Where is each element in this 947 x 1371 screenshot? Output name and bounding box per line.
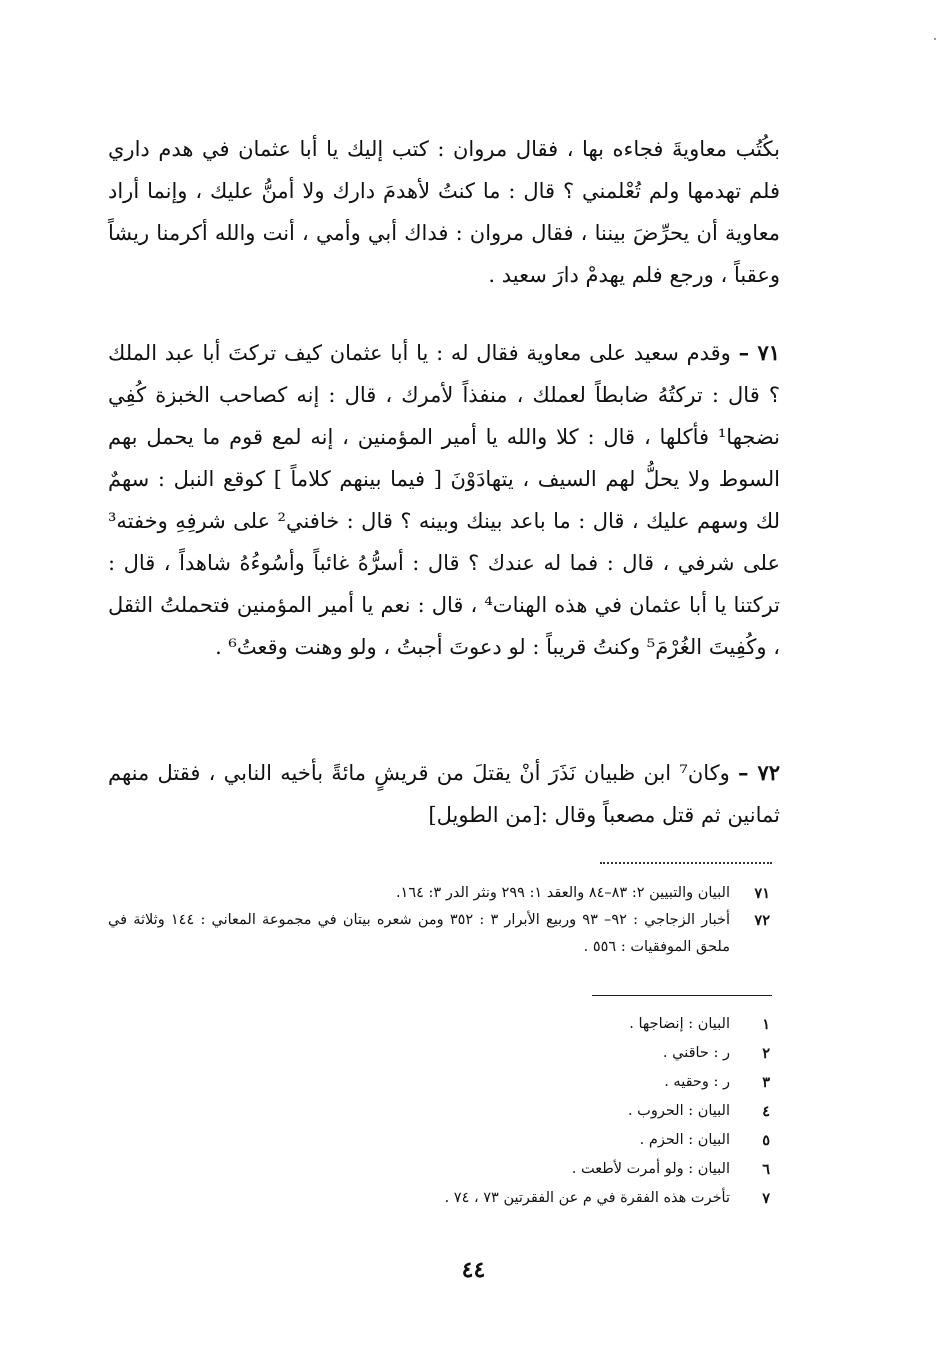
paragraph-continued [108,128,780,296]
paragraph-text: وقدم سعيد على معاوية فقال له : يا أبا عثمان كيف تركتَ أبا عبد الملك ؟ قال : تركتُهُ ضابطاً لعملك ، منفذاً لأمرك ، قال : إنه كصاحب الخبزة كُفِي نضجها¹ فأكلها ، قال : كلا والله يا أمير المؤمنين ، إنه لمع قوم ما يحمل بهم السوط ولا يحلُّ لهم السيف ، يتهادَوْنَ [ فيما بينهم كلاماً ] كوقع النبل : سهمٌ لك وسهم عليك ، قال : ما باعد بينك وبينه ؟ قال : خافني² على شرفِهِ وخفته³ على شرفي ، قال : فما له عندك ؟ قال : أسرُّهُ غائباً وأسُوءُهُ شاهداً ، قال : تركتنا يا أبا عثمان في هذه الهنات⁴ ، قال : نعم يا أمير المؤمنين فتحملتُ الثقل ، وكُفِيتَ الغُرْمَ⁵ وكنتُ قريباً : لو دعوتَ أجبتُ ، ولو وهنت وقعتُ⁶ . [108,341,781,659]
footnote-2 [108,1039,770,1068]
footnote-7 [108,1184,770,1213]
footnote-text: البيان : الحروب . [627,1103,730,1119]
source-note-text: البيان والتبيين ٢: ٨٣–٨٤ والعقد ١: ٢٩٩ ونثر الدر ٣: ١٦٤. [395,885,730,901]
paragraph-72 [108,752,780,836]
footnote-3 [108,1068,770,1097]
footnotes-list [108,1010,770,1213]
source-note-text: أخبار الزجاجي : ٩٢– ٩٣ وربيع الأبرار ٣ : ٣٥٢ ومن شعره بيتان في مجموعة المعاني : ١٤٤ وثلاثة في ملحق الموفقيات : ٥٥٦ . [108,912,730,955]
source-note-number: ٧١ [754,885,770,902]
source-notes [108,880,770,961]
footnote-number: ٣ [762,1074,770,1091]
paragraph-number: ٧٢ – [738,760,780,785]
footnote-number: ٢ [762,1045,770,1062]
paragraph-text: بكُتُب معاويةَ فجاءه بها ، فقال مروان : كتب إليك يا أبا عثمان في هدم داري فلم تهدمها ولم تُعْلمني ؟ قال : ما كنتُ لأهدمَ دارك ولا أمنُّ عليك ، وإنما أراد معاوية أن يحرِّضَ بيننا ، فقال مروان : فداك أبي وأمي ، أنت والله أكرمنا ريشاً وعقباً ، ورجع فلم يهدمْ دارَ سعيد . [108,137,780,287]
paragraph-71 [108,332,780,668]
footnote-text: تأخرت هذه الفقرة في م عن الفقرتين ٧٣ ، ٧٤ . [444,1190,730,1206]
paragraph-text: وكان⁷ ابن ظبيان نَذَرَ أنْ يقتلَ من قريشٍ مائةً بأخيه النابي ، فقتل منهم ثمانين ثم قتل مصعباً وقال :[من الطويل] [108,761,780,827]
scan-speck [934,38,936,40]
source-note-number: ٧٢ [754,912,770,929]
footnote-text: البيان : الحزم . [639,1132,730,1148]
footnote-number: ٥ [762,1132,770,1149]
footnote-text: البيان : إنضاجها . [629,1016,730,1032]
source-note-71 [108,880,770,907]
footnote-text: البيان : ولو أمرت لأطعت . [571,1161,730,1177]
source-note-72 [108,907,770,961]
footnote-text: ر : وحقيه . [664,1074,730,1090]
page-number: ٤٤ [461,1257,486,1283]
footnote-text: ر : حاقني . [662,1045,730,1061]
footnote-6 [108,1155,770,1184]
footnote-separator [592,995,772,996]
footnote-4 [108,1097,770,1126]
paragraph-number: ٧١ – [738,340,780,365]
footnote-number: ٦ [762,1161,770,1178]
footnote-5 [108,1126,770,1155]
footnote-number: ٤ [762,1103,770,1120]
footnote-number: ٧ [762,1190,770,1207]
footnote-number: ١ [762,1016,770,1033]
dotted-separator [600,862,772,864]
footnote-1 [108,1010,770,1039]
